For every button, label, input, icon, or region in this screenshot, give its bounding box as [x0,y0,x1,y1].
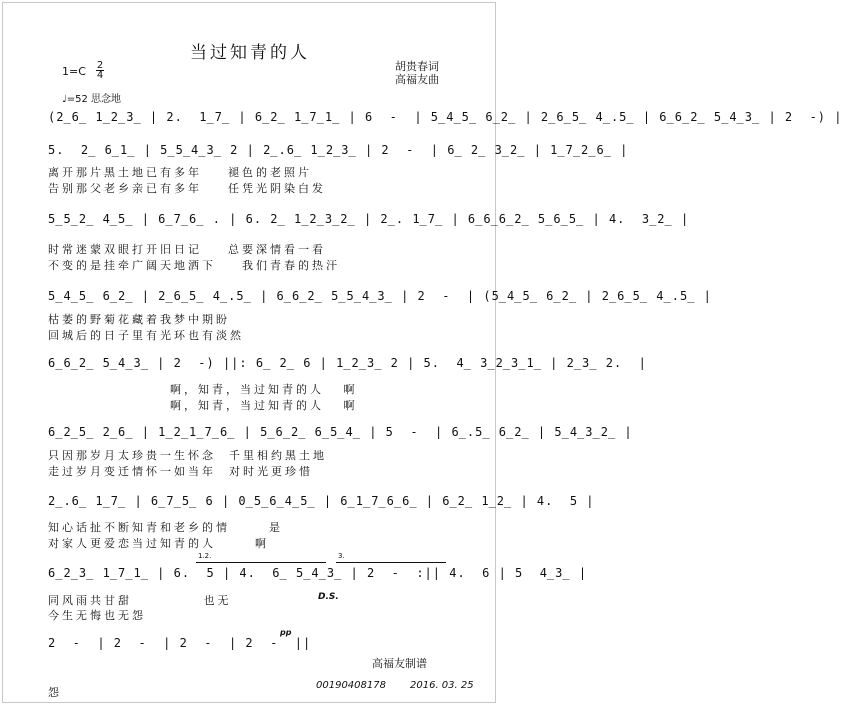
song-title: 当过知青的人 [190,43,310,63]
lyric-part: 任凭光阴染白发 [228,182,326,195]
lyric-part: 知心话扯不断知青和老乡的情 [48,521,230,534]
lyric-line-3a: 枯萎的野菊花藏着我梦中期盼 [48,313,230,326]
staff-line-6: 6̲2̲5̲ 2̲6̲ | 1̲2̲1̲7̲6̲ | 5̲6̲2̲ 6̲5̲4̲ | 5 - | 6̲.5̲ 6̲2̲ | 5̲4̲3̲2̲ | [48,425,633,439]
lyric-line-3b: 回城后的日子里有光环也有淡然 [48,329,244,342]
lyric-part: 走过岁月变迁情怀一如当年 [48,465,216,478]
staff-line-5: 6̲6̲2̲ 5̲4̲3̲ | 2 -) ||: 6̲ 2̲ 6 | 1̲2̲3̲ 2 | 5. 4̲ 3̲2̲3̲1̲ | 2̲3̲ 2. | [48,356,647,370]
transcriber: 高福友制谱 [372,657,427,670]
staff-line-4: 5̲4̲5̲ 6̲2̲ | 2̲6̲5̲ 4̲.5̲ | 6̲6̲2̲ 5̲5̲4̲3̲ | 2 - | (5̲4̲5̲ 6̲2̲ | 2̲6̲5̲ 4̲.5̲ | [48,289,712,303]
key-signature: 1=C [62,65,86,78]
lyric-part: 只因那岁月太珍贵一生怀念 [48,449,216,462]
second-ending-mark: 3. [338,552,345,560]
time-top: 2 [96,60,104,71]
ds-mark: D.S. [318,592,339,602]
first-ending-bracket [196,562,326,563]
staff-line-1: (2̲6̲ 1̲2̲3̲ | 2. 1̲7̲ | 6̲2̲ 1̲7̲1̲ | 6 - | 5̲4̲5̲ 6̲2̲ | 2̲6̲5̲ 4̲.5̲ | 6̲6̲2̲ 5̲4̲3̲ | 2 -) | [48,110,842,124]
lyric-part: 千里相约黑土地 [229,449,327,462]
pp-dynamic: pp [280,628,292,637]
staff-line-9: 2 - | 2 - | 2 - | 2 - || [48,636,312,650]
staff-line-3: 5̲5̲2̲ 4̲5̲ | 6̲7̲6̲ . | 6. 2̲ 1̲2̲3̲2̲ | 2̲. 1̲7̲ | 6̲6̲6̲2̲ 5̲6̲5̲ | 4. 3̲2̲ | [48,212,690,226]
lyric-part: 褪色的老照片 [228,166,312,179]
lyric-part: 时常迷蒙双眼打开旧日记 [48,243,202,256]
lyric-line-4a [170,381,488,397]
staff-line-8: 6̲2̲3̲ 1̲7̲1̲ | 6. 5 | 4. 6̲ 5̲4̲3̲ | 2 - :|| 4. 6 | 5 4̲3̲ | [48,566,588,580]
credits [395,60,439,86]
lyric-part: 啊 [343,383,358,396]
tempo-marking: ♩=52 思念地 [62,94,121,105]
lyric-part: 也无 [203,594,232,607]
lyric-part: 对家人更爱恋当过知青的人 [48,537,216,550]
lyric-part: 是 [268,521,283,534]
lyric-part: 啊，知青，当过知青的人 [170,383,324,396]
lyric-line-2a [48,241,488,257]
second-ending-bracket [336,562,446,563]
lyric-part: 啊 [254,537,269,550]
staff-line-7: 2̲.6̲ 1̲7̲ | 6̲7̲5̲ 6 | 0̲5̲6̲4̲5̲ | 6̲1̲7̲6̲6̲ | 6̲2̲ 1̲2̲ | 4. 5 | [48,494,595,508]
lyric-line-4b [170,397,488,413]
lyric-line-7a [48,592,488,608]
lyric-line-8: 怨 [48,686,62,699]
lyric-line-6b [48,535,488,551]
lyric-line-5b [48,463,488,479]
lyric-line-7b: 今生无悔也无怨 [48,609,146,622]
footer-date: 2016. 03. 25 [410,680,474,691]
lyric-part: 离开那片黑土地已有多年 [48,166,202,179]
lyric-part: 总要深情看一看 [228,243,326,256]
lyric-part: 啊 [343,399,358,412]
lyric-part: 告别那父老乡亲已有多年 [48,182,202,195]
composer-credit: 高福友曲 [395,73,439,86]
lyric-line-5a [48,447,488,463]
lyric-part: 对时光更珍惜 [229,465,313,478]
lyric-line-2b [48,257,488,273]
footer-code: 00190408178 [316,680,386,691]
time-bottom: 4 [96,70,104,81]
lyric-part: 我们青春的热汗 [242,259,340,272]
lyric-line-1a [48,164,488,180]
time-signature [96,61,104,80]
lyric-part: 不变的是挂牵广阔天地洒下 [48,259,216,272]
lyric-part: 同风雨共甘甜 [48,594,132,607]
lyric-part: 啊，知青，当过知青的人 [170,399,324,412]
first-ending-mark: 1.2. [198,552,212,560]
lyric-line-1b [48,180,488,196]
lyric-line-6a [48,519,488,535]
lyricist-credit: 胡贵春词 [395,60,439,73]
staff-line-2: 5. 2̲ 6̲1̲ | 5̲5̲4̲3̲ 2 | 2̲.6̲ 1̲2̲3̲ | 2 - | 6̲ 2̲ 3̲2̲ | 1̲7̲2̲6̲ | [48,143,629,157]
